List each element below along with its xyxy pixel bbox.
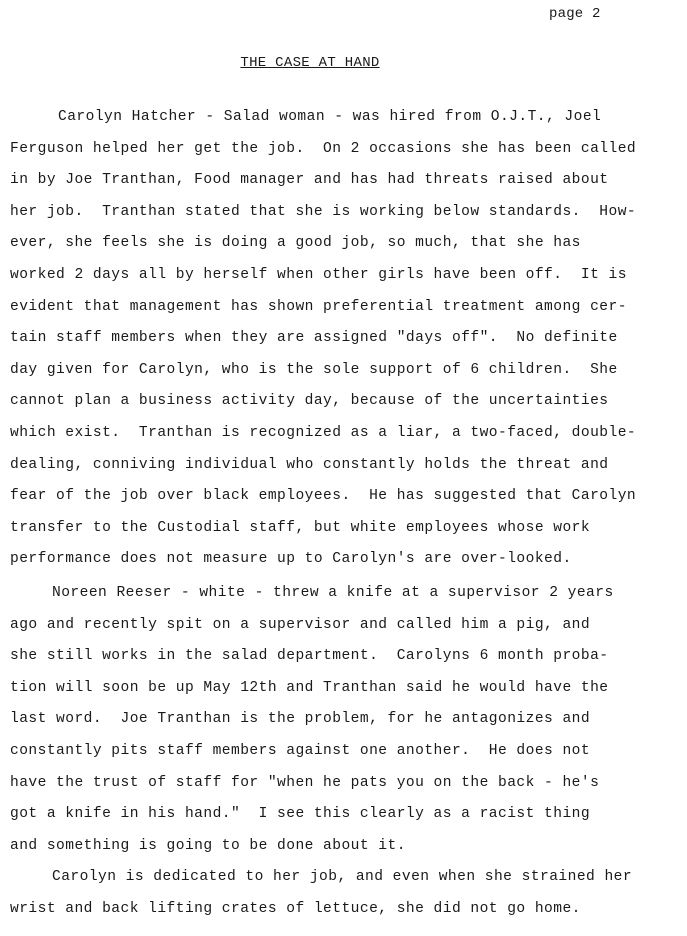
text-line: she still works in the salad department. Carolyns 6 month proba- bbox=[10, 648, 609, 665]
paragraph-carolyn-hatcher bbox=[0, 102, 687, 576]
text-line: have the trust of staff for "when he pats you on the back - he's bbox=[10, 774, 600, 791]
text-line: which exist. Tranthan is recognized as a liar, a two-faced, double- bbox=[10, 424, 637, 441]
text-line: dealing, conniving individual who constantly holds the threat and bbox=[10, 456, 609, 473]
paragraph-noreen-reeser bbox=[0, 578, 687, 862]
text-line: evident that management has shown preferential treatment among cer- bbox=[10, 298, 627, 315]
text-line: Noreen Reeser - white - threw a knife at a supervisor 2 years bbox=[52, 585, 614, 601]
page-number: page 2 bbox=[549, 6, 601, 22]
text-line: her job. Tranthan stated that she is working below standards. How- bbox=[10, 203, 637, 220]
text-line: day given for Carolyn, who is the sole support of 6 children. She bbox=[10, 361, 618, 378]
text-line: worked 2 days all by herself when other girls have been off. It is bbox=[10, 266, 627, 283]
text-line: ever, she feels she is doing a good job, so much, that she has bbox=[10, 235, 581, 252]
text-line: tion will soon be up May 12th and Tranthan said he would have the bbox=[10, 679, 609, 696]
text-line: Carolyn is dedicated to her job, and even when she strained her bbox=[52, 869, 633, 885]
text-line: Carolyn Hatcher - Salad woman - was hired from O.J.T., Joel bbox=[58, 109, 602, 125]
text-line: last word. Joe Tranthan is the problem, for he antagonizes and bbox=[10, 711, 591, 728]
text-line: and something is going to be done about it. bbox=[10, 837, 406, 854]
text-line: fear of the job over black employees. He has suggested that Carolyn bbox=[10, 488, 637, 505]
text-line: Ferguson helped her get the job. On 2 occasions she has been called bbox=[10, 140, 637, 157]
text-line: constantly pits staff members against one another. He does not bbox=[10, 742, 591, 759]
paragraph-carolyn-dedication bbox=[0, 862, 687, 925]
text-line: ago and recently spit on a supervisor and called him a pig, and bbox=[10, 616, 591, 633]
text-line: cannot plan a business activity day, because of the uncertainties bbox=[10, 393, 609, 410]
text-line: transfer to the Custodial staff, but white employees whose work bbox=[10, 519, 591, 536]
text-line: in by Joe Tranthan, Food manager and has had threats raised about bbox=[10, 172, 609, 189]
page-title: THE CASE AT HAND bbox=[240, 55, 380, 71]
text-line: wrist and back lifting crates of lettuce, she did not go home. bbox=[10, 900, 581, 917]
text-line: performance does not measure up to Carolyn's are over-looked. bbox=[10, 551, 572, 568]
text-line: tain staff members when they are assigned "days off". No definite bbox=[10, 330, 618, 347]
text-line: got a knife in his hand." I see this clearly as a racist thing bbox=[10, 806, 591, 823]
